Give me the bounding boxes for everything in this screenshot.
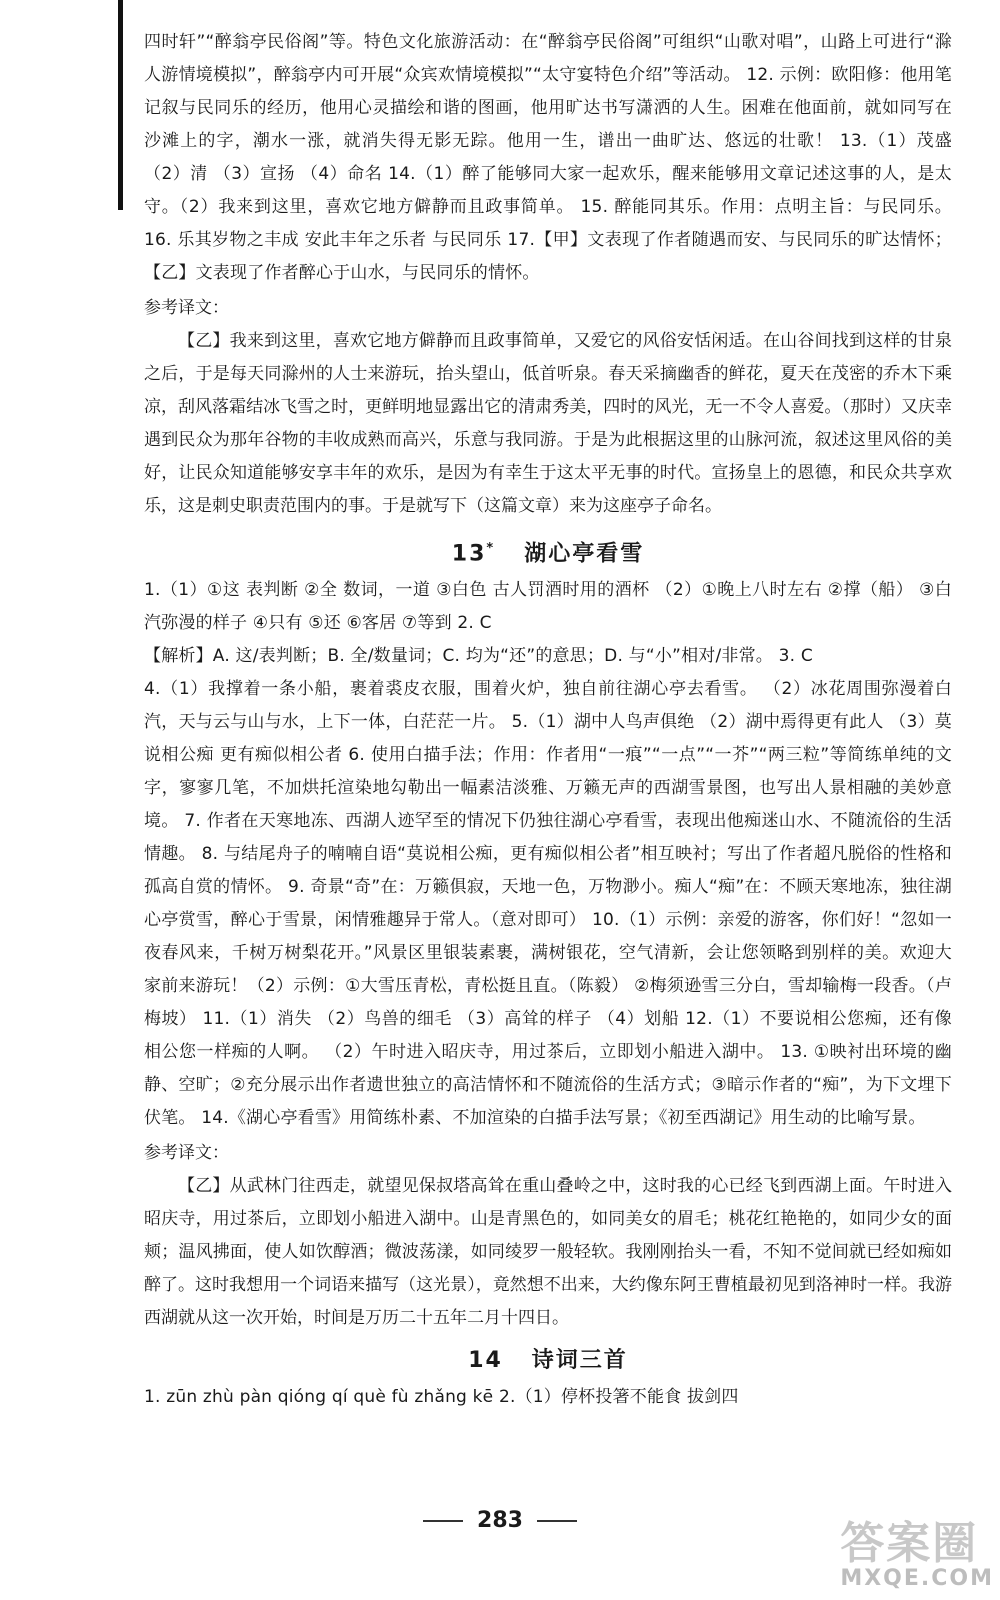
analysis-paragraph: 【解析】A. 这/表判断；B. 全/数量词；C. 均为“还”的意思；D. 与“小”相对/非常。 3. C xyxy=(144,646,813,667)
binding-line xyxy=(118,0,123,210)
watermark-text: 答案圈 xyxy=(840,1518,979,1569)
answer-paragraph: 四时轩”“醉翁亭民俗阁”等。特色文化旅游活动：在“醉翁亭民俗阁”可组织“山歌对唱”，山路上可进行“滁人游情境模拟”，醉翁亭内可开展“众宾欢情境模拟”“太守宴特色介绍”等活动。 12. 示例：欧阳修：他用笔记叙与民同乐的经历，他用心灵描绘和谐的图画，他用旷达书写潇洒的人生。困难在他面前，就如同写在沙滩上的字，潮水一涨，就消失得无影无踪。他用一生，谱出一曲旷达、悠远的壮歌！ 13.（1）茂盛 （2）清 （3）宣扬 （4）命名 14.（1）醉了能够同大家一起欢乐，醒来能够用文章记述这事的人，是太守。（2）我来到这里，喜欢它地方僻静而且政事简单。 15. 醉能同其乐。作用：点明主旨：与民同乐。 16. 乐其岁物之丰成 安此丰年之乐者 与民同乐 17.【甲】文表现了作者随遇而安、与民同乐的旷达情怀；【乙】文表现了作者醉心于山水，与民同乐的情怀。 xyxy=(144,32,952,283)
translation-label: 参考译文： xyxy=(144,1143,229,1164)
watermark-url: MXQE.COM xyxy=(840,1566,994,1591)
answer-paragraph: 4.（1）我撑着一条小船，裹着裘皮衣服，围着火炉，独自前往湖心亭去看雪。 （2）冰花周围弥漫着白汽，天与云与山与水，上下一体，白茫茫一片。 5.（1）湖中人鸟声俱绝 （2）湖中焉得更有此人 （3）莫说相公痴 更有痴似相公者 6. 使用白描手法；作用：作者用“一痕”“一点”“一芥”“两三粒”等简练单纯的文字，寥寥几笔，不加烘托渲染地勾勒出一幅素洁淡雅、万籁无声的西湖雪景图，也写出人景相融的美妙意境。 7. 作者在天寒地冻、西湖人迹罕至的情况下仍独往湖心亭看雪，表现出他痴迷山水、不随流俗的生活情趣。 8. 与结尾舟子的喃喃自语“莫说相公痴，更有痴似相公者”相互映衬；写出了作者超凡脱俗的性格和孤高自赏的情怀。 9. 奇景“奇”在：万籁俱寂，天地一色，万物渺小。痴人“痴”在：不顾天寒地冻，独往湖心亭赏雪，醉心于雪景，闲情雅趣异于常人。（意对即可） 10.（1）示例：亲爱的游客，你们好！“忽如一夜春风来，千树万树梨花开。”风景区里银装素裹，满树银花，空气清新，会让您领略到别样的美。欢迎大家前来游玩！（2）示例：①大雪压青松，青松挺且直。（陈毅） ②梅须逊雪三分白，雪却输梅一段香。（卢梅坡） 11.（1）消失 （2）鸟兽的细毛 （3）高耸的样子 （4）划船 12.（1）不要说相公您痴，还有像相公您一样痴的人啊。 （2）午时进入昭庆寺，用过茶后，立即划小船进入湖中。 13. ①映衬出环境的幽静、空旷；②充分展示出作者遗世独立的高洁情怀和不随流俗的生活方式；③暗示作者的“痴”，为下文埋下伏笔。 14.《湖心亭看雪》用简练朴素、不加渲染的白描手法写景；《初至西湖记》用生动的比喻写景。 xyxy=(144,679,952,1129)
footer-dash-right xyxy=(537,1520,577,1522)
translation-paragraph: 【乙】从武林门往西走，就望见保叔塔高耸在重山叠岭之中，这时我的心已经飞到西湖上面。午时进入昭庆寺，用过茶后，立即划小船进入湖中。山是青黑色的，如同美女的眉毛；桃花红艳艳的，如同少女的面颊；温风拂面，使人如饮醇酒；微波荡漾，如同绫罗一般轻软。我刚刚抬头一看，不知不觉间就已经如痴如醉了。这时我想用一个词语来描写（这光景），竟然想不出来，大约像东阿王曹植最初见到洛神时一样。我游西湖就从这一次开始，时间是万历二十五年二月十四日。 xyxy=(144,1176,952,1329)
answer-paragraph: 1.（1）①这 表判断 ②全 数词，一道 ③白色 古人罚酒时用的酒杯 （2）①晚上八时左右 ②撑（船） ③白汽弥漫的样子 ④只有 ⑤还 ⑥客居 ⑦等到 2. C xyxy=(144,580,952,634)
section-number: 13 xyxy=(451,541,487,567)
page-content xyxy=(144,26,952,1414)
section-name: 湖心亭看雪 xyxy=(524,541,645,567)
section-title-14 xyxy=(144,1341,952,1381)
watermark-logo xyxy=(840,1518,994,1591)
translation-paragraph: 【乙】我来到这里，喜欢它地方僻静而且政事简单，又爱它的风俗安恬闲适。在山谷间找到这样的甘泉之后，于是每天同滁州的人士来游玩，抬头望山，低首听泉。春天采摘幽香的鲜花，夏天在茂密的乔木下乘凉，刮风落霜结冰飞雪之时，更鲜明地显露出它的清肃秀美，四时的风光，无一不令人喜爱。（那时）又庆幸遇到民众为那年谷物的丰收成熟而高兴，乐意与我同游。于是为此根据这里的山脉河流，叙述这里风俗的美好，让民众知道能够安享丰年的欢乐，是因为有幸生于这太平无事的时代。宣扬皇上的恩德，和民众共享欢乐，这是刺史职责范围内的事。于是就写下（这篇文章）来为这座亭子命名。 xyxy=(144,331,952,516)
section-name: 诗词三首 xyxy=(531,1348,628,1374)
answer-paragraph: 1. zūn zhù pàn qióng qí què fù zhǎng kē 2.（1）停杯投箸不能食 拔剑四 xyxy=(144,1387,739,1408)
section-number: 14 xyxy=(468,1348,503,1374)
footer-dash-left xyxy=(423,1520,463,1522)
section-star: * xyxy=(486,541,496,556)
translation-label: 参考译文： xyxy=(144,298,229,318)
page-number: 283 xyxy=(477,1508,523,1533)
section-title-13 xyxy=(144,529,952,574)
